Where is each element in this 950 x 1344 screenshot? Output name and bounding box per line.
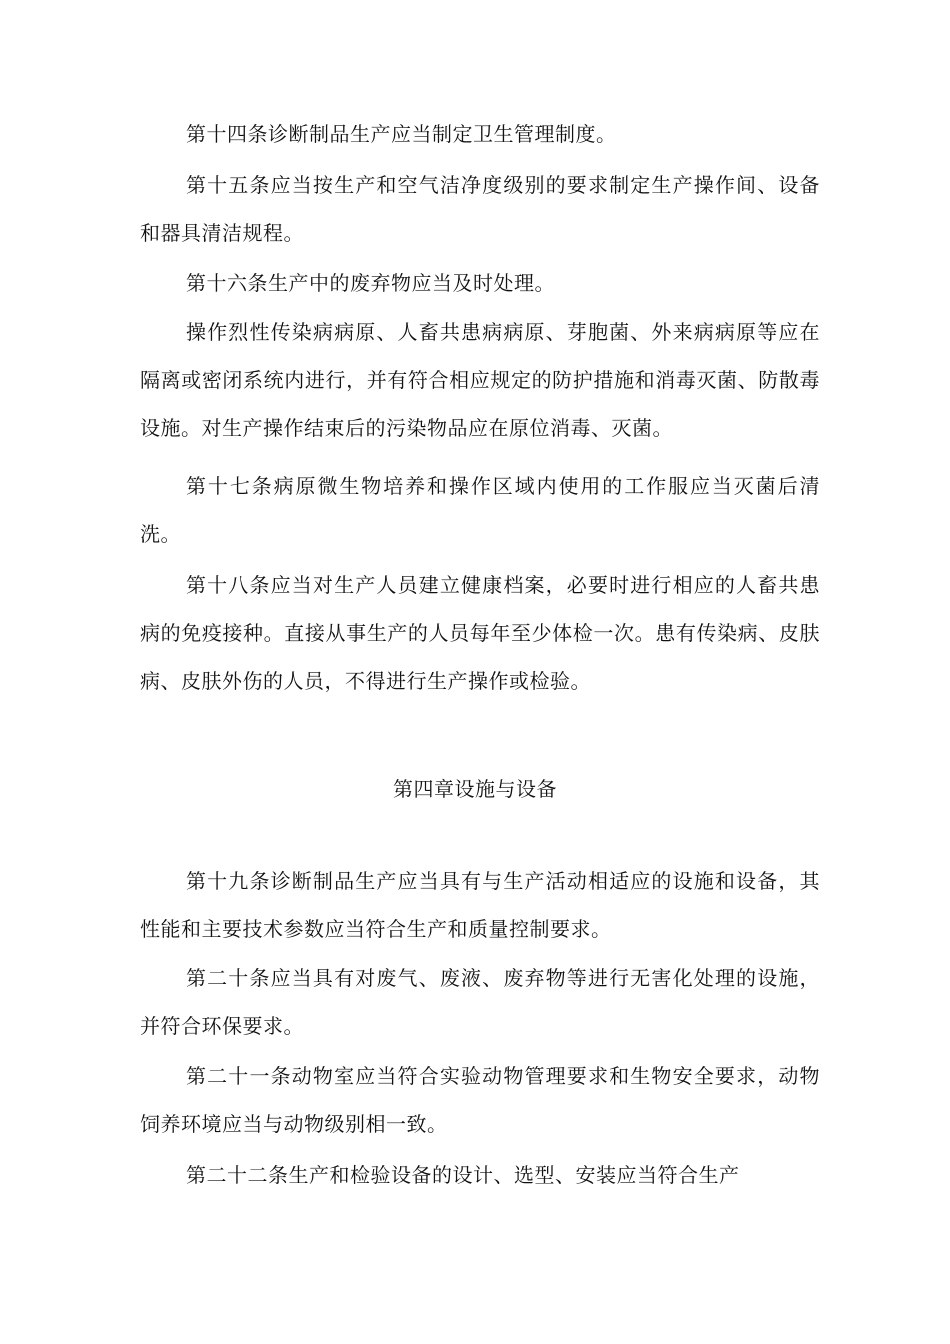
article-14: 第十四条诊断制品生产应当制定卫生管理制度。	[186, 122, 617, 146]
article-15: 第十五条应当按生产和空气洁净度级别的要求制定生产操作间、设备和器具清洁规程。	[140, 173, 820, 245]
article-16-continued: 操作烈性传染病病原、人畜共患病病原、芽胞菌、外来病病原等应在隔离或密闭系统内进行，并有符合相应规定的防护措施和消毒灭菌、防散毒设施。对生产操作结束后的污染物品应在原位消毒、灭菌。	[140, 320, 820, 440]
article-21: 第二十一条动物室应当符合实验动物管理要求和生物安全要求，动物饲养环境应当与动物级别相一致。	[140, 1064, 820, 1136]
article-16: 第十六条生产中的废弃物应当及时处理。	[186, 271, 555, 295]
article-18: 第十八条应当对生产人员建立健康档案，必要时进行相应的人畜共患病的免疫接种。直接从事生产的人员每年至少体检一次。患有传染病、皮肤病、皮肤外伤的人员，不得进行生产操作或检验。	[140, 573, 820, 693]
article-17: 第十七条病原微生物培养和操作区域内使用的工作服应当灭菌后清洗。	[140, 474, 820, 546]
article-22: 第二十二条生产和检验设备的设计、选型、安装应当符合生产	[186, 1163, 740, 1187]
article-19: 第十九条诊断制品生产应当具有与生产活动相适应的设施和设备，其性能和主要技术参数应当符合生产和质量控制要求。	[140, 869, 820, 941]
article-20: 第二十条应当具有对废气、废液、废弃物等进行无害化处理的设施，并符合环保要求。	[140, 966, 820, 1038]
chapter-heading: 第四章设施与设备	[393, 777, 557, 801]
